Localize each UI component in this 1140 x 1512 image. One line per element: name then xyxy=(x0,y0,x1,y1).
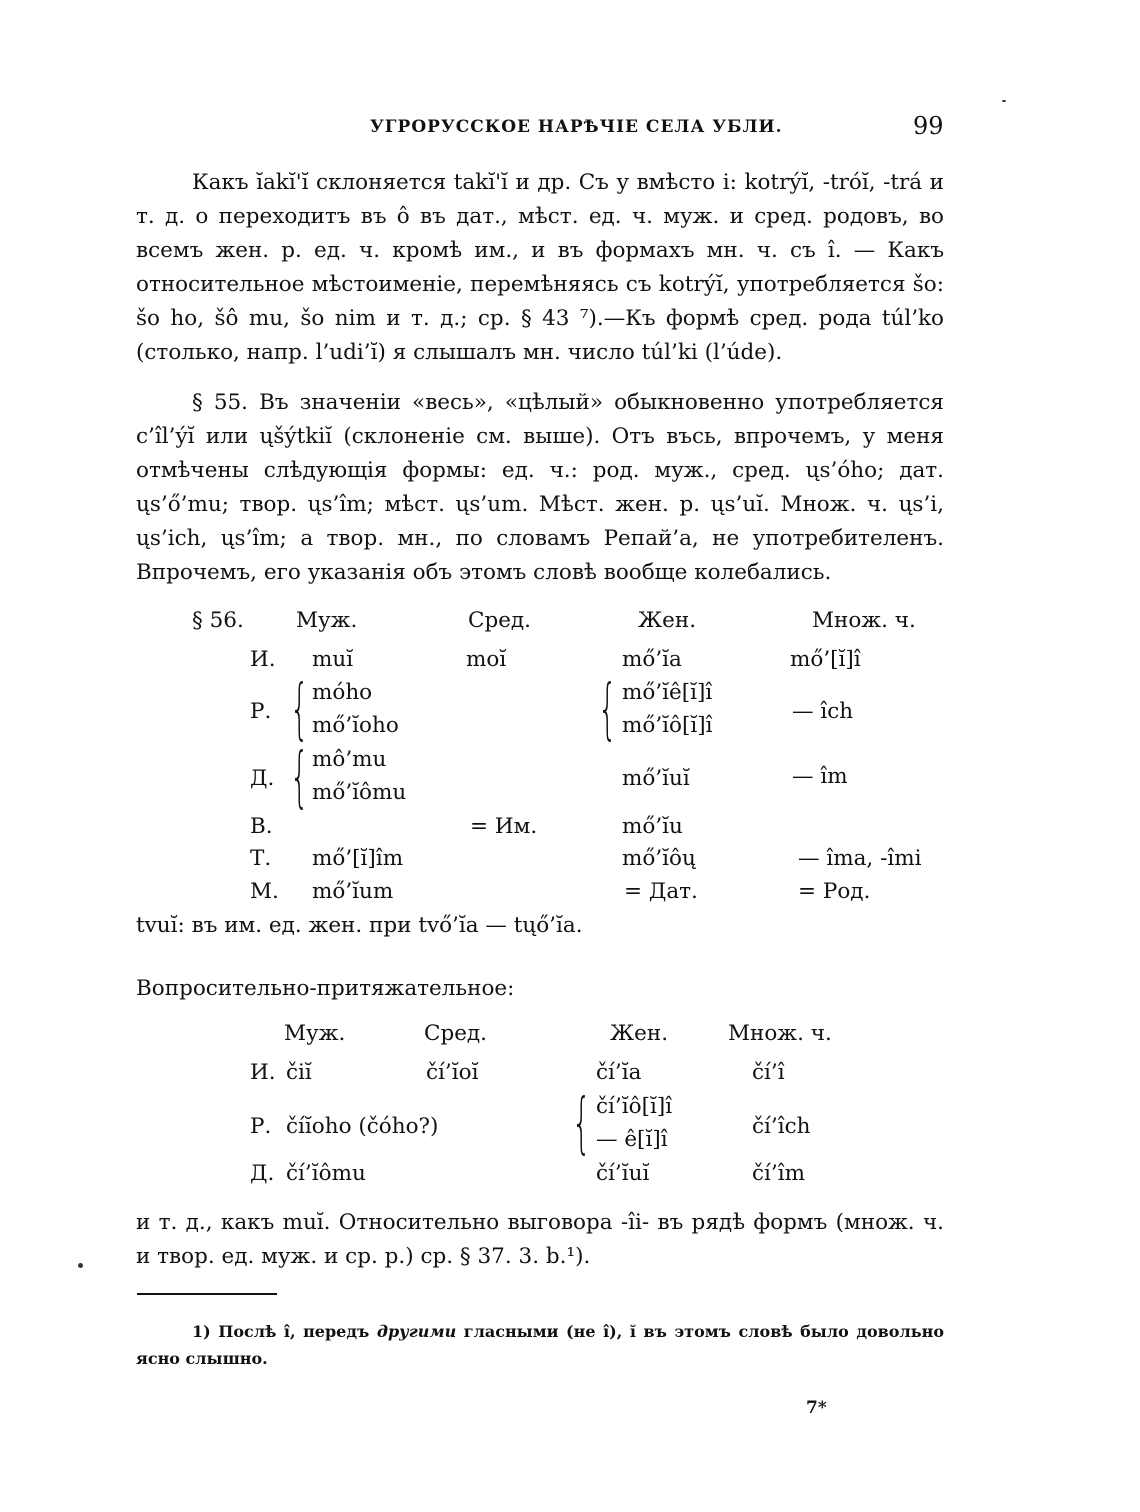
case-dat: Д. xyxy=(250,766,275,791)
ink-speck xyxy=(1002,100,1006,102)
footnote xyxy=(136,1318,944,1372)
case-nom: И. xyxy=(250,647,276,672)
ins-masc: mő’[ĭ]îm xyxy=(312,846,404,871)
footnote-italic: другими xyxy=(376,1322,457,1341)
gen-fem-2: mő’ĭô[ĭ]î xyxy=(622,713,713,738)
header-fem: Жен. xyxy=(638,608,697,633)
t2-header-neut: Сред. xyxy=(424,1021,488,1046)
brace: { xyxy=(290,670,309,747)
paragraph-55 xyxy=(136,386,944,590)
gen-masc-1: móho xyxy=(312,680,373,705)
t2-nom-neut: čí’ĭoĭ xyxy=(426,1060,479,1085)
ins-fem: mő’ĭôų xyxy=(622,846,696,871)
dat-masc-1: mô’mu xyxy=(312,747,387,772)
table-note: tvuĭ: въ им. ед. жен. при tvő’ĭa — tųő’ĭa. xyxy=(136,913,583,938)
t2-gen-fem-1: čí’ĭô[ĭ]î xyxy=(596,1094,673,1119)
case-gen: Р. xyxy=(250,699,272,724)
running-title: УГРОРУССКОЕ НАРѢЧІЕ СЕЛА УБЛИ. xyxy=(370,117,783,137)
section-56-label: § 56. xyxy=(192,608,244,633)
t2-header-plur: Множ. ч. xyxy=(728,1021,832,1046)
loc-plur: = Род. xyxy=(798,879,871,904)
t2-case-nom: И. xyxy=(250,1060,276,1085)
nom-masc: muĭ xyxy=(312,647,354,672)
t2-nom-plur: čí’î xyxy=(752,1060,785,1085)
header-neut: Сред. xyxy=(468,608,532,633)
nom-fem: mő’ĭa xyxy=(622,647,682,672)
t2-dat-masc: čí’ĭômu xyxy=(286,1161,366,1186)
t2-nom-masc: čiĭ xyxy=(286,1060,312,1085)
case-ins: Т. xyxy=(250,846,272,871)
t2-case-gen: Р. xyxy=(250,1114,272,1139)
gen-fem-1: mő’ĭê[ĭ]î xyxy=(622,680,713,705)
header-plur: Множ. ч. xyxy=(812,608,916,633)
brace: { xyxy=(290,738,309,815)
dat-fem: mő’ĭuĭ xyxy=(622,766,690,791)
header-masc: Муж. xyxy=(296,608,358,633)
footnote-text-b: гласными (не î), ĭ въ этомъ словѣ было довольно ясно слышно. xyxy=(136,1322,944,1368)
brace: { xyxy=(572,1084,591,1161)
t2-gen-plur: čí’îch xyxy=(752,1114,811,1139)
case-acc: В. xyxy=(250,814,273,839)
dat-masc-2: mő’ĭômu xyxy=(312,780,407,805)
acc-neut: = Им. xyxy=(470,814,538,839)
nom-plur: mő’[ĭ]î xyxy=(790,647,861,672)
t2-gen-fem-2: — ê[ĭ]î xyxy=(596,1127,668,1152)
t2-nom-fem: čí’ĭa xyxy=(596,1060,642,1085)
t2-header-masc: Муж. xyxy=(284,1021,346,1046)
ink-speck xyxy=(78,1263,83,1268)
footnote-text-a: 1) Послѣ î, передъ xyxy=(192,1322,377,1341)
page-number: 99 xyxy=(913,112,944,140)
paragraph-1-text: Какъ ĭakĭ'ĭ склоняется takĭ'ĭ и др. Съ у вмѣсто i: kotrýĭ, -tróĭ, -trá и т. д. о переходитъ въ ô въ дат., мѣст. ед. ч. муж. и сред. родовъ, во всемъ жен. р. ед. ч. кромѣ им., и въ формахъ мн. ч. съ î. — Какъ относительное мѣстоименіе, перемѣняясь съ kotrýĭ, употребляется šo: šo ho, šô mu, šo nim и т. д.; ср. § 43 ⁷).—Къ формѣ сред. рода túl’ko (столько, напр. l’udi’ĭ) я слышалъ мн. число túl’ki (l’úde). xyxy=(136,170,944,365)
ins-plur: — îma, -îmi xyxy=(798,846,922,871)
t2-dat-plur: čí’îm xyxy=(752,1161,806,1186)
interrogative-title: Вопросительно-притяжательное: xyxy=(136,976,515,1001)
t2-gen-masc: číĭoho (čóho?) xyxy=(286,1114,439,1139)
loc-fem: = Дат. xyxy=(624,879,698,904)
paragraph-declension xyxy=(136,166,944,370)
gen-plur: — îch xyxy=(792,699,854,724)
t2-dat-fem: čí’ĭuĭ xyxy=(596,1161,650,1186)
t2-header-fem: Жен. xyxy=(610,1021,669,1046)
acc-fem: mő’ĭu xyxy=(622,814,683,839)
t2-case-dat: Д. xyxy=(250,1161,275,1186)
loc-masc: mő’ĭum xyxy=(312,879,394,904)
dat-plur: — îm xyxy=(792,764,848,789)
paragraph-closing: и т. д., какъ muĭ. Относительно выговора -îi- въ рядѣ формъ (множ. ч. и твор. ед. муж. и ср. р.) ср. § 37. 3. b.¹). xyxy=(136,1210,944,1269)
gen-masc-2: mő’ĭoho xyxy=(312,713,399,738)
paragraph-2-text: § 55. Въ значеніи «весь», «цѣлый» обыкновенно употребляется c’îl’ýĭ или ųšýtkiĭ (склоненіе см. выше). Отъ въсь, впрочемъ, у меня отмѣчены слѣдующія формы: ед. ч.: род. муж., сред. ųs’óho; дат. ųs’ő’mu; твор. ųs’îm; мѣст. ųs’um. Мѣст. жен. р. ųs’uĭ. Множ. ч. ųs’i, ųs’ich, ųs’îm; а твор. мн., по словамъ Репай’а, не употребителенъ. Впрочемъ, его указанія объ этомъ словѣ вообще колебались. xyxy=(136,390,944,585)
case-loc: М. xyxy=(250,879,279,904)
footnote-divider xyxy=(137,1293,277,1295)
nom-neut: moĭ xyxy=(466,647,507,672)
brace: { xyxy=(598,670,617,747)
signature-mark: 7* xyxy=(806,1398,827,1418)
